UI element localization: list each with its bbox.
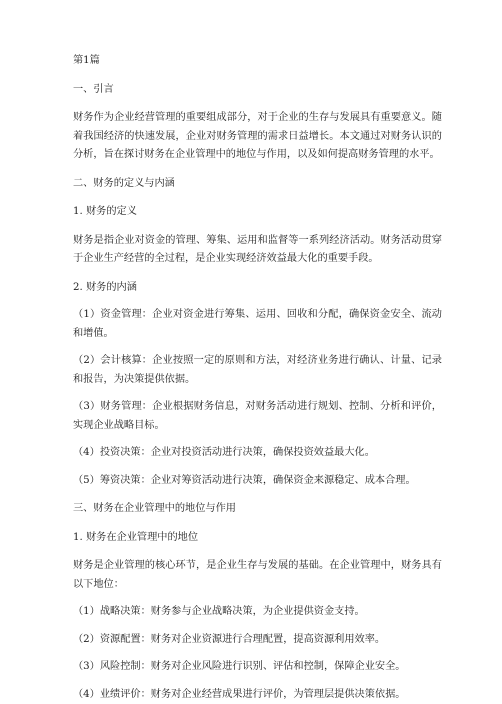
list-item: （5）筹资决策：企业对筹资活动进行决策，确保资金来源稳定、成本合理。: [73, 472, 442, 491]
list-item: （1）资金管理：企业对资金进行筹集、运用、回收和分配，确保资金安全、流动和增值。: [73, 306, 442, 343]
intro-paragraph: 财务作为企业经营管理的重要组成部分，对于企业的生存与发展具有重要意义。随着我国经济的快速发展，企业对财务管理的需求日益增长。本文通过对财务认识的分析，旨在探讨财务在企业管理中的地位与作用，以及如何提高财务管理的水平。: [73, 109, 442, 165]
section-3-subheading-1: 1. 财务在企业管理中的地位: [73, 529, 442, 548]
section-3-paragraph-1: 财务是企业管理的核心环节，是企业生存与发展的基础。在企业管理中，财务具有以下地位：: [73, 557, 442, 594]
list-item: （4）投资决策：企业对投资活动进行决策，确保投资效益最大化。: [73, 444, 442, 463]
list-item: （3）风险控制：财务对企业风险进行识别、评估和控制，保障企业安全。: [73, 658, 442, 677]
list-item: （2）会计核算：企业按照一定的原则和方法，对经济业务进行确认、计量、记录和报告，为决策提供依据。: [73, 352, 442, 389]
list-item: （1）战略决策：财务参与企业战略决策，为企业提供资金支持。: [73, 603, 442, 622]
part-label: 第1篇: [73, 52, 442, 71]
section-3-heading: 三、财务在企业管理中的地位与作用: [73, 500, 442, 519]
list-item: （3）财务管理：企业根据财务信息，对财务活动进行规划、控制、分析和评价，实现企业战略目标。: [73, 398, 442, 435]
section-2-subheading-2: 2. 财务的内涵: [73, 279, 442, 298]
intro-heading: 一、引言: [73, 81, 442, 100]
list-item: （4）业绩评价：财务对企业经营成果进行评价，为管理层提供决策依据。: [73, 686, 442, 704]
section-2-subheading-1: 1. 财务的定义: [73, 203, 442, 222]
section-2-paragraph-1: 财务是指企业对资金的管理、筹集、运用和监督等一系列经济活动。财务活动贯穿于企业生产经营的全过程，是企业实现经济效益最大化的重要手段。: [73, 232, 442, 269]
section-2-heading: 二、财务的定义与内涵: [73, 175, 442, 194]
list-item: （2）资源配置：财务对企业资源进行合理配置，提高资源利用效率。: [73, 631, 442, 650]
